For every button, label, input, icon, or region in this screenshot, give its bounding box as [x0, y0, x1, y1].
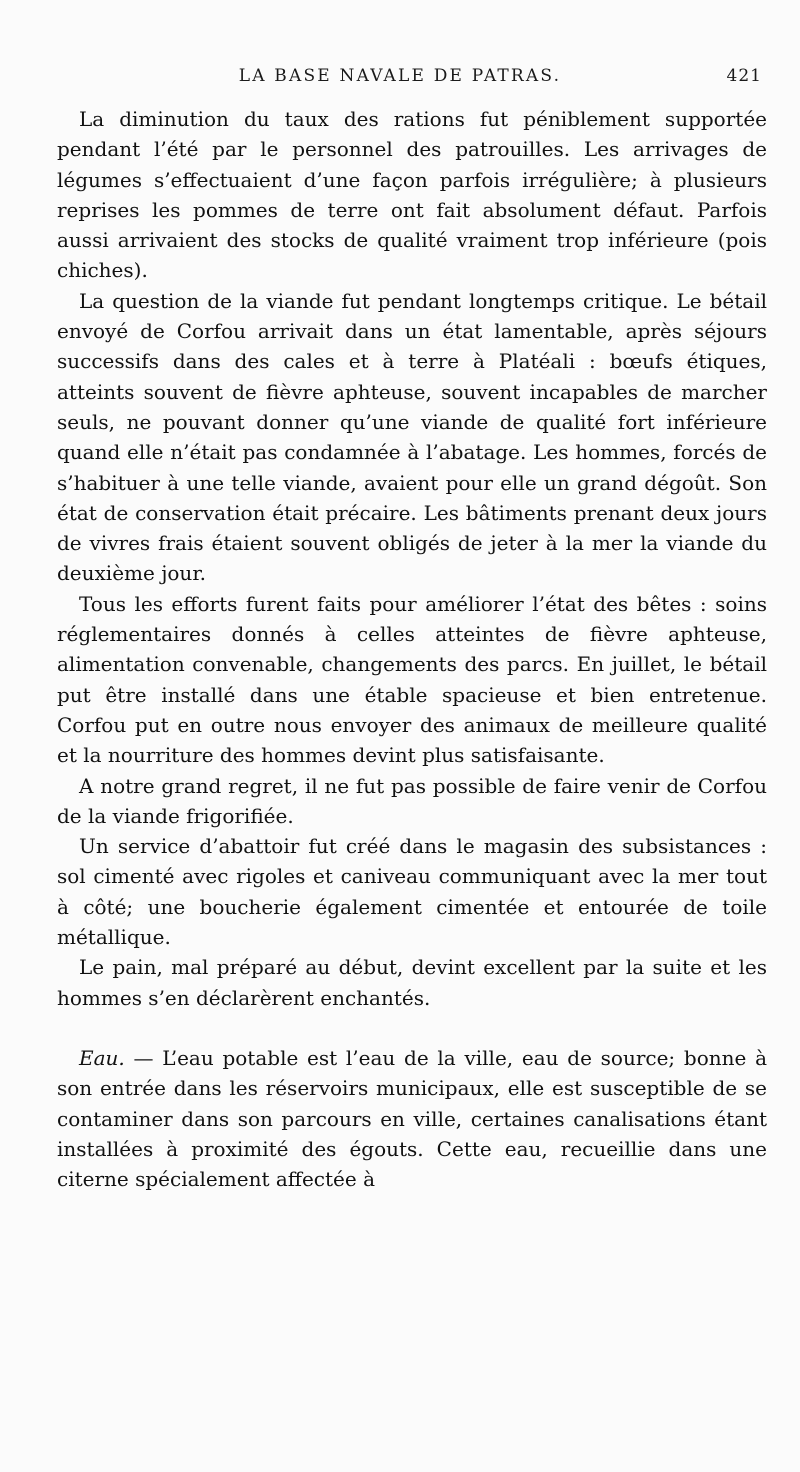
paragraph-rations: La diminution du taux des rations fut péniblement supportée pendant l’été par le personnel des patrouilles. Les arrivages de légumes s’effectuaient d’une façon parfois irrégulière; à plusieurs reprises les pommes de terre ont fait absolument défaut. Parfois aussi arrivaient des stocks de qualité vraiment trop inférieure (pois chiches). [57, 107, 767, 283]
paragraph-viande: La question de la viande fut pendant longtemps critique. Le bétail envoyé de Corfou arrivait dans un état lamentable, après séjours successifs dans des cales et à terre à Platéali : bœufs étiques, atteints souvent de fièvre aphteuse, souvent incapables de marcher seuls, ne pouvant donner qu’une viande de qualité fort inférieure quand elle n’était pas condamnée à l’abatage. Les hommes, forcés de s’habituer à une telle viande, avaient pour elle un grand dégoût. Son état de conservation était précaire. Les bâtiments prenant deux jours de vivres frais étaient souvent obligés de jeter à la mer la viande du deuxième jour. [57, 288, 767, 586]
page-number: 421 [726, 66, 762, 86]
eau-lead: Eau. [79, 1045, 125, 1070]
header-title: LA BASE NAVALE DE PATRAS. [238, 66, 562, 86]
eau-text: — L’eau potable est l’eau de la ville, eau de source; bonne à son entrée dans les réservoirs municipaux, elle est susceptible de se contaminer dans son parcours en ville, certaines canalisations étant installées à proximité des égouts. Cette eau, recueillie dans une citerne spécialement affectée à [57, 1045, 767, 1192]
paragraph-pain: Le pain, mal préparé au début, devint excellent par la suite et les hommes s’en déclarèrent enchantés. [57, 955, 767, 1010]
paragraph-eau [57, 1043, 767, 1194]
running-header [0, 66, 800, 96]
paragraph-abattoir: Un service d’abattoir fut créé dans le magasin des subsistances : sol cimenté avec rigoles et caniveau communiquant avec la mer tout à côté; une boucherie également cimentée et entourée de toile métallique. [57, 834, 767, 950]
paragraph-efforts: Tous les efforts furent faits pour améliorer l’état des bêtes : soins réglementaires donnés à celles atteintes de fièvre aphteuse, alimentation convenable, changements des parcs. En juillet, le bétail put être installé dans une étable spacieuse et bien entretenue. Corfou put en outre nous envoyer des animaux de meilleure qualité et la nourriture des hommes devint plus satisfaisante. [57, 591, 767, 768]
body-text [57, 104, 767, 1194]
paragraph-frigorifiee: A notre grand regret, il ne fut pas possible de faire venir de Corfou de la viande frigorifiée. [57, 773, 767, 828]
